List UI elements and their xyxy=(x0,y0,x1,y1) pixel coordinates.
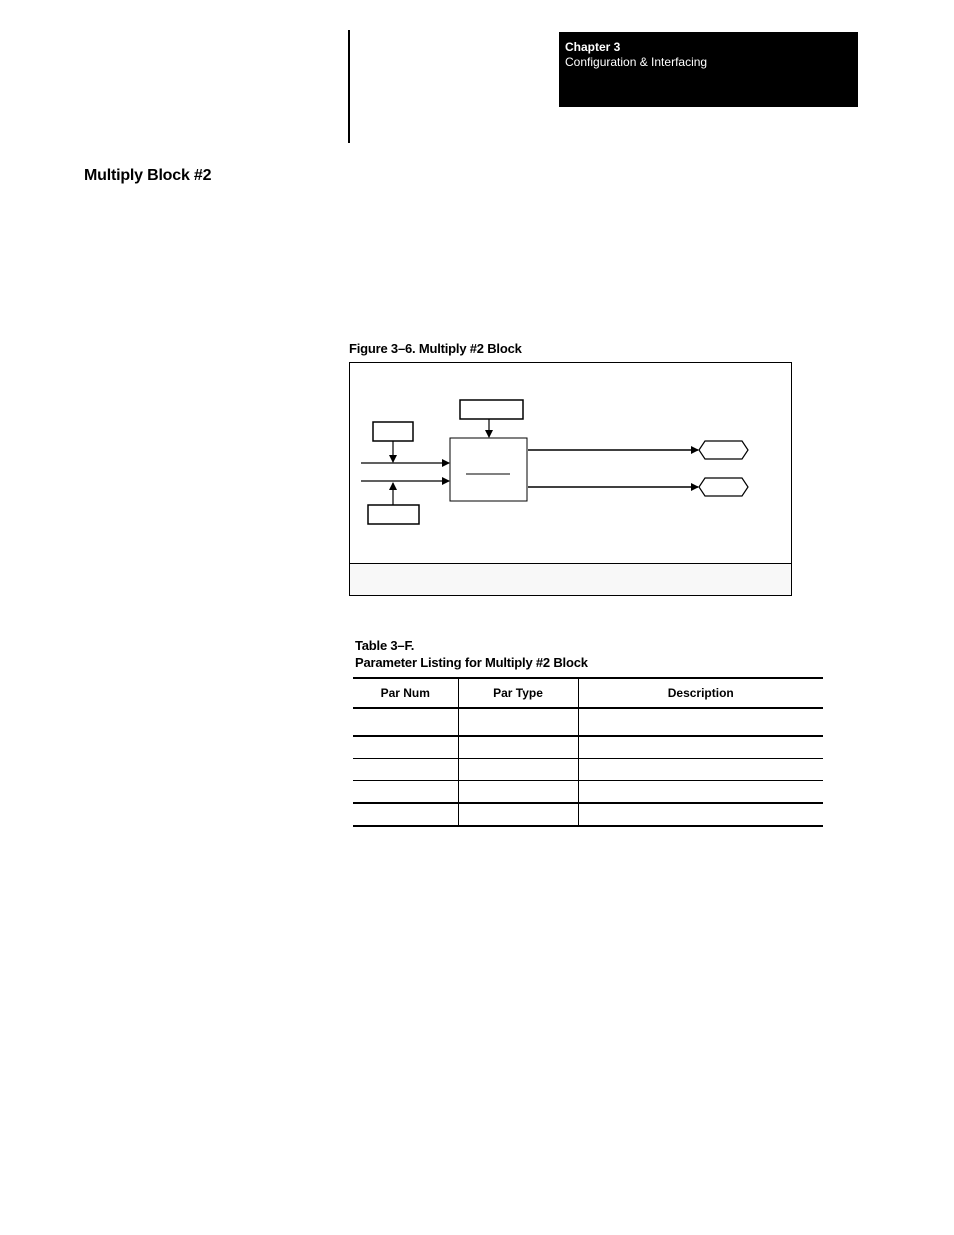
table-row xyxy=(353,781,823,804)
table-cell xyxy=(458,803,578,826)
output-b-connector xyxy=(699,478,748,496)
output-a-connector xyxy=(699,441,748,459)
input-b-parameter-box xyxy=(368,505,419,524)
figure-caption: Figure 3–6. Multiply #2 Block xyxy=(349,341,522,356)
figure-frame xyxy=(349,362,792,596)
figure-footer-strip xyxy=(350,563,791,595)
table-cell xyxy=(353,781,458,804)
table-row xyxy=(353,708,823,736)
chapter-title: Configuration & Interfacing xyxy=(565,55,708,69)
column-header-par-type: Par Type xyxy=(458,678,578,708)
parameter-table xyxy=(353,677,823,827)
table-cell xyxy=(458,759,578,781)
table-cell xyxy=(353,803,458,826)
table-cell xyxy=(353,708,458,736)
table-cell xyxy=(458,736,578,759)
header-vertical-rule xyxy=(348,30,350,143)
chapter-number: Chapter 3 xyxy=(565,40,621,54)
table-cell xyxy=(578,781,823,804)
table-caption-number: Table 3–F. xyxy=(355,638,415,653)
section-heading: Multiply Block #2 xyxy=(84,167,212,184)
chapter-header-box xyxy=(559,32,858,107)
column-header-par-num: Par Num xyxy=(353,678,458,708)
top-parameter-box xyxy=(460,400,523,419)
table-cell xyxy=(353,759,458,781)
table-header-row xyxy=(353,678,823,708)
table-cell xyxy=(578,803,823,826)
table-cell xyxy=(458,781,578,804)
table-caption-title: Parameter Listing for Multiply #2 Block xyxy=(355,655,588,670)
block-diagram xyxy=(350,363,793,563)
table-caption xyxy=(355,637,588,671)
table-cell xyxy=(578,708,823,736)
table-cell xyxy=(578,736,823,759)
table-cell xyxy=(458,708,578,736)
input-a-parameter-box xyxy=(373,422,413,441)
column-header-description: Description xyxy=(578,678,823,708)
table-cell xyxy=(353,736,458,759)
multiply-block xyxy=(450,438,527,501)
table-row xyxy=(353,759,823,781)
table-row xyxy=(353,736,823,759)
table-row xyxy=(353,803,823,826)
table-cell xyxy=(578,759,823,781)
